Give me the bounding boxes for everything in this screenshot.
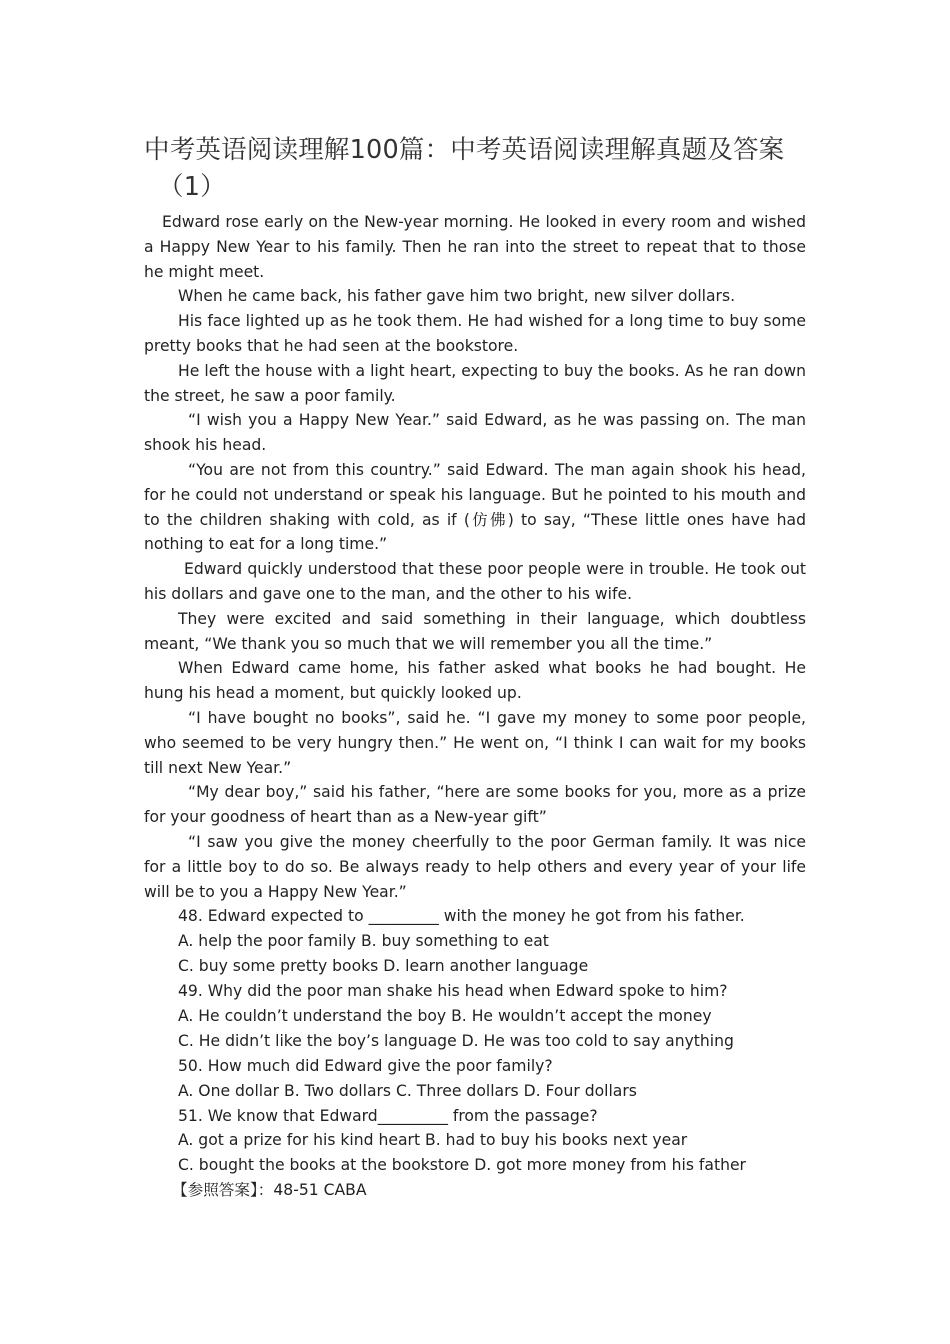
- passage-paragraph: Edward quickly understood that these poor people were in trouble. He took out his dollars and gave one to the man, and the other to his wife.: [144, 560, 806, 603]
- question-51-options-cd: C. bought the books at the bookstore D. got more money from his father: [178, 1156, 746, 1175]
- answer-key: 【参照答案】：48-51 CABA: [172, 1181, 367, 1200]
- passage-paragraph: “I have bought no books”, said he. “I gave my money to some poor people, who seemed to be very hungry then.” He went on, “I think I can wait for my books till next New Year.”: [144, 708, 806, 777]
- passage-paragraph: When he came back, his father gave him two bright, new silver dollars.: [178, 287, 736, 306]
- passage-paragraph: “I saw you give the money cheerfully to the poor German family. It was nice for a little boy to do so. Be always ready to help others and every year of your life will be to you a Happy New Year.”: [144, 832, 806, 901]
- question-48-options-ab: A. help the poor family B. buy something to eat: [178, 932, 549, 951]
- question-50: 50. How much did Edward give the poor family?: [178, 1056, 553, 1075]
- question-51: 51. We know that Edward_________ from the passage?: [178, 1106, 598, 1125]
- title-line-2: （1）: [158, 172, 226, 202]
- passage-paragraph: He left the house with a light heart, expecting to buy the books. As he ran down the street, he saw a poor family.: [144, 361, 806, 405]
- reading-passage: [144, 210, 806, 904]
- page-title: [144, 132, 806, 206]
- question-49: 49. Why did the poor man shake his head when Edward spoke to him?: [178, 982, 728, 1001]
- document-page: [144, 132, 806, 1203]
- question-list: [144, 904, 806, 1178]
- question-49-options-cd: C. He didn’t like the boy’s language D. He was too cold to say anything: [178, 1031, 734, 1050]
- question-50-options: A. One dollar B. Two dollars C. Three dollars D. Four dollars: [178, 1081, 637, 1100]
- question-48: 48. Edward expected to _________ with the money he got from his father.: [178, 907, 745, 926]
- passage-paragraph: “You are not from this country.” said Edward. The man again shook his head, for he could not understand or speak his language. But he pointed to his mouth and to the children shaking with cold, as if (仿佛) to say, “These little ones have had nothing to eat for a long time.”: [144, 460, 806, 554]
- title-line-1: 中考英语阅读理解100篇：中考英语阅读理解真题及答案: [144, 135, 785, 165]
- question-48-options-cd: C. buy some pretty books D. learn another language: [178, 957, 589, 976]
- question-49-options-ab: A. He couldn’t understand the boy B. He wouldn’t accept the money: [178, 1006, 712, 1025]
- passage-paragraph: “My dear boy,” said his father, “here are some books for you, more as a prize for your goodness of heart than as a New-year gift”: [144, 783, 806, 827]
- passage-paragraph: They were excited and said something in their language, which doubtless meant, “We thank you so much that we will remember you all the time.”: [144, 609, 806, 653]
- passage-paragraph: “I wish you a Happy New Year.” said Edward, as he was passing on. The man shook his head.: [144, 411, 806, 455]
- passage-paragraph: His face lighted up as he took them. He had wished for a long time to buy some pretty books that he had seen at the bookstore.: [144, 312, 806, 355]
- passage-paragraph: Edward rose early on the New-year morning. He looked in every room and wished a Happy New Year to his family. Then he ran into the street to repeat that to those he might meet.: [144, 213, 806, 281]
- question-51-options-ab: A. got a prize for his kind heart B. had to buy his books next year: [178, 1131, 688, 1150]
- passage-paragraph: When Edward came home, his father asked what books he had bought. He hung his head a moment, but quickly looked up.: [144, 659, 806, 703]
